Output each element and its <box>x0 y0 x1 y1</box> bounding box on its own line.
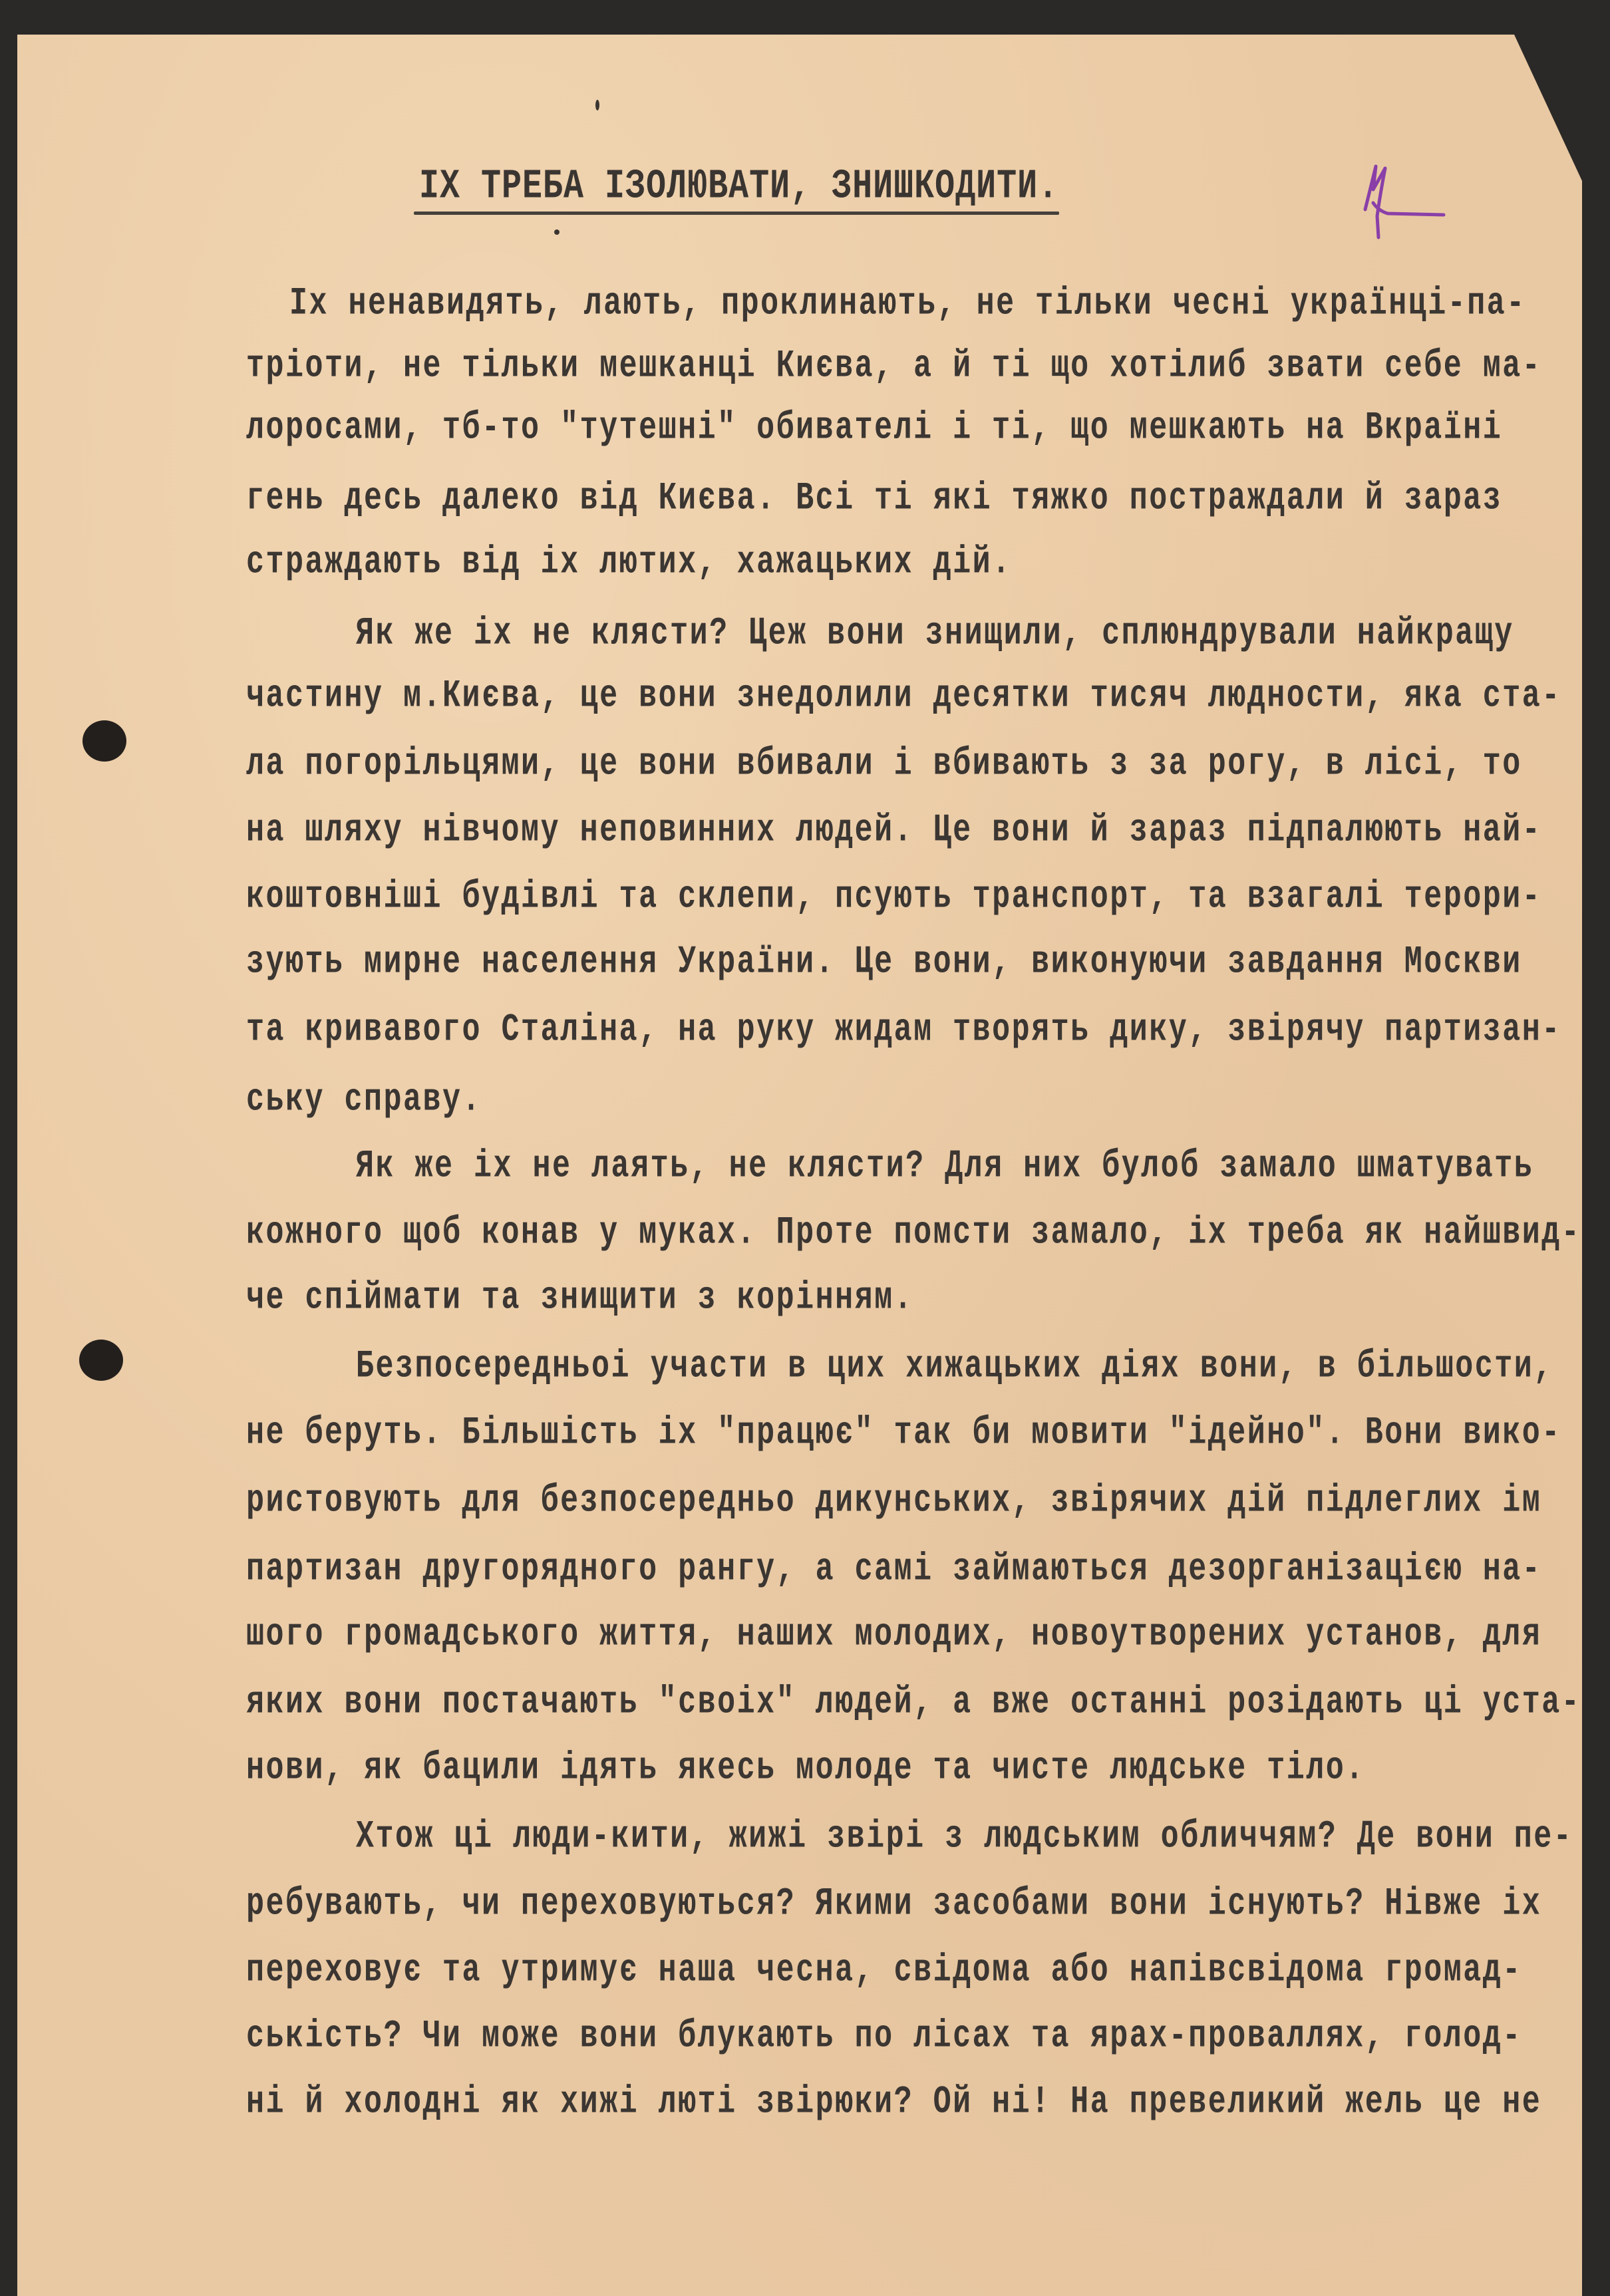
text-line: тріоти, не тільки мешканці Києва, а й ті що хотілиб звати себе ма- <box>246 344 1542 388</box>
text-line: лоросами, тб-то "тутешні" обивателі і ті, що мешкають на Вкраїні <box>246 406 1503 450</box>
text-line: гень десь далеко від Києва. Всі ті які тяжко постраждали й зараз <box>246 476 1503 521</box>
text-line: страждають від іх лютих, хажацьких дій. <box>246 540 1012 585</box>
text-line: ськість? Чи може вони блукають по лісах та ярах-проваллях, голод- <box>246 2014 1522 2059</box>
text-line: на шляху нівчому неповинних людей. Це вони й зараз підпалюють най- <box>246 808 1542 853</box>
text-line: Хтож ці люди-кити, жижі звірі з людським обличчям? Де вони пе- <box>356 1814 1573 1859</box>
text-line: партизан другорядного рангу, а самі займаються дезорганізацією на- <box>246 1547 1542 1592</box>
text-line: не беруть. Більшість іх "працює" так би мовити "ідейно". Вони вико- <box>246 1411 1561 1455</box>
text-line: Безпосередньоі участи в цих хижацьких діях вони, в більшости, <box>356 1344 1553 1389</box>
text-line: ську справу. <box>246 1077 482 1122</box>
text-line: ребувають, чи переховуються? Якими засобами вони існують? Нівже іх <box>246 1882 1542 1926</box>
text-line: Іх ненавидять, лають, проклинають, не тільки чесні українці-па- <box>289 281 1526 326</box>
text-line: коштовніші будівлі та склепи, псують транспорт, та взагалі терори- <box>246 875 1542 919</box>
text-line: ристовують для безпосередньо дикунських, звірячих дій підлеглих ім <box>246 1479 1542 1523</box>
text-line: нови, як бацили ідять якесь молоде та чисте людське тіло. <box>246 1746 1365 1791</box>
text-line: шого громадського життя, наших молодих, новоутворених установ, для <box>246 1612 1542 1657</box>
text-line: Як же іх не лаять, не клясти? Для них булоб замало шматувать <box>356 1144 1534 1189</box>
text-line: частину м.Києва, це вони знедолили десятки тисяч людности, яка ста- <box>246 674 1561 718</box>
text-line: переховує та утримує наша чесна, свідома або напівсвідома громад- <box>246 1948 1522 1993</box>
text-line: Як же іх не клясти? Цеж вони знищили, сплюндрували найкращу <box>356 611 1514 656</box>
text-line: зують мирне населення України. Це вони, виконуючи завдання Москви <box>246 940 1522 984</box>
document-title: IX ТРЕБА ІЗОЛЮВАТИ, ЗНИШКОДИТИ. <box>419 163 1059 211</box>
text-line: че спіймати та знищити з корінням. <box>246 1276 914 1320</box>
text-line: ні й холодні як хижі люті звірюки? Ой ні! На превеликий жель це не <box>246 2080 1542 2124</box>
text-line: яких вони постачають "своіх" людей, а вже останні розідають ці уста- <box>246 1680 1581 1725</box>
text-line: та кривавого Сталіна, на руку жидам творять дику, звірячу партизан- <box>246 1008 1561 1052</box>
text-line: кожного щоб конав у муках. Проте помсти замало, іх треба як найшвид- <box>246 1211 1581 1255</box>
text-line: ла погорільцями, це вони вбивали і вбивають з за рогу, в лісі, то <box>246 742 1522 786</box>
